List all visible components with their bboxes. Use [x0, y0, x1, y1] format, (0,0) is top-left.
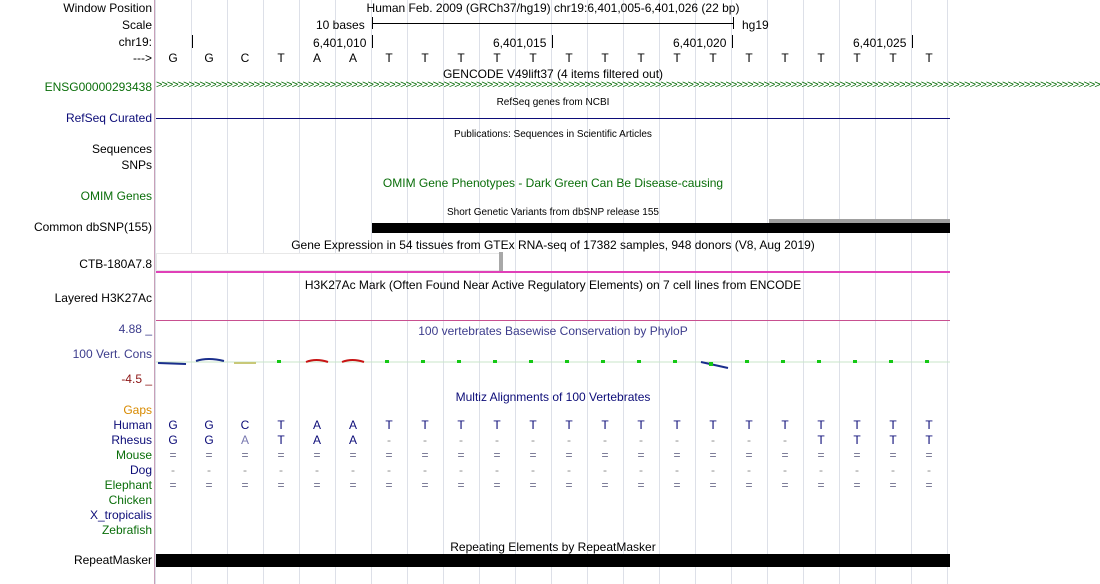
cons-max-label: 4.88 _ — [118, 322, 152, 336]
refseq-track-title: RefSeq genes from NCBI — [496, 97, 610, 108]
multiz-track-title: Multiz Alignments of 100 Vertebrates — [455, 390, 651, 404]
alignment-base: T — [565, 418, 573, 432]
alignment-base: = — [853, 448, 861, 462]
gencode-gene-feature[interactable]: >>>>>>>>>>>>>>>>>>>>>>>>>>>>>>>>>>>>>>>>>>>>>>>>>>>>>>>>>>>>>>>>>>>>>>>>>>>>>>>>>>>>>>>>>>>>>>>>>>>>>>>>>>>>>>>>>>>>>>>>>>>>>>>>>>>>>>>>>>>>>>>>>>>>>>>>>>>>>>>>>>>>>>>>>>>>>> — [156, 79, 1100, 91]
alignment-base: T — [421, 418, 429, 432]
alignment-base: = — [745, 448, 753, 462]
alignment-base: - — [351, 463, 355, 477]
alignment-base: - — [603, 463, 607, 477]
gtex-gene-label[interactable]: CTB-180A7.8 — [79, 257, 152, 271]
base-letter: T — [529, 51, 537, 65]
alignment-base: - — [495, 463, 499, 477]
base-letter: T — [673, 51, 681, 65]
alignment-base: G — [168, 418, 178, 432]
alignment-base: A — [312, 418, 321, 432]
alignment-base: - — [603, 433, 607, 447]
alignment-base: = — [385, 448, 393, 462]
base-letter: T — [853, 51, 861, 65]
scale-label: Scale — [121, 18, 152, 32]
window-position-label: Window Position — [63, 1, 152, 15]
alignment-base: = — [205, 448, 213, 462]
alignment-base: T — [385, 418, 393, 432]
alignment-base: = — [457, 478, 465, 492]
alignment-base: - — [891, 463, 895, 477]
alignment-base: = — [925, 478, 933, 492]
alignment-base: = — [889, 448, 897, 462]
alignment-base: = — [421, 478, 429, 492]
species-elephant-label[interactable]: Elephant — [104, 478, 152, 492]
alignment-base: - — [855, 463, 859, 477]
omim-track-title: OMIM Gene Phenotypes - Dark Green Can Be Disease-causing — [382, 176, 724, 190]
alignment-base: T — [277, 433, 285, 447]
alignment-base: - — [171, 463, 175, 477]
alignment-base: - — [747, 463, 751, 477]
alignment-base: = — [781, 448, 789, 462]
alignment-base: T — [601, 418, 609, 432]
alignment-base: - — [207, 463, 211, 477]
ruler-tick-label: 6,401,015 — [493, 36, 547, 50]
alignment-base: G — [168, 433, 178, 447]
ruler-tick-label: 6,401,010 — [313, 36, 367, 50]
alignment-base: - — [243, 463, 247, 477]
species-mouse-label[interactable]: Mouse — [115, 448, 152, 462]
alignment-base: T — [925, 418, 933, 432]
alignment-base: T — [277, 418, 285, 432]
alignment-base: = — [385, 478, 393, 492]
phylop-conservation-graph[interactable] — [156, 352, 950, 372]
base-letter: T — [709, 51, 717, 65]
dbsnp-track-label[interactable]: Common dbSNP(155) — [33, 220, 152, 234]
base-letter: T — [925, 51, 933, 65]
alignment-base: T — [709, 418, 717, 432]
alignment-base: = — [817, 478, 825, 492]
ruler-tick — [552, 35, 553, 48]
strand-label: ---> — [133, 51, 152, 65]
dbsnp-track-title: Short Genetic Variants from dbSNP release 155 — [447, 207, 659, 218]
alignment-base: A — [240, 433, 249, 447]
alignment-base: - — [675, 463, 679, 477]
alignment-base: A — [348, 433, 357, 447]
alignment-base: = — [529, 448, 537, 462]
alignment-base: T — [925, 433, 933, 447]
alignment-base: T — [781, 418, 789, 432]
ruler-tick — [372, 35, 373, 48]
base-letter: T — [457, 51, 465, 65]
alignment-base: = — [637, 478, 645, 492]
base-letter: T — [601, 51, 609, 65]
alignment-base: = — [241, 448, 249, 462]
alignment-base: = — [493, 478, 501, 492]
alignment-base: - — [639, 463, 643, 477]
alignment-base: - — [459, 463, 463, 477]
alignment-base: T — [853, 418, 861, 432]
alignment-base: - — [711, 463, 715, 477]
alignment-base: T — [529, 418, 537, 432]
alignment-base: - — [423, 463, 427, 477]
alignment-base: = — [241, 478, 249, 492]
alignment-base: - — [567, 433, 571, 447]
alignment-base: T — [493, 418, 501, 432]
base-letter: T — [817, 51, 825, 65]
alignment-base: - — [819, 463, 823, 477]
alignment-base: - — [783, 463, 787, 477]
ruler-tick — [912, 35, 913, 48]
gtex-gene-box[interactable] — [156, 253, 500, 271]
alignment-base: = — [493, 448, 501, 462]
alignment-base: T — [673, 418, 681, 432]
scale-bar — [372, 23, 734, 24]
cons-track-label[interactable]: 100 Vert. Cons — [72, 347, 152, 361]
chr-label: chr19: — [118, 35, 152, 49]
refseq-track-label[interactable]: RefSeq Curated — [65, 111, 152, 125]
repeatmasker-element-bar[interactable] — [156, 554, 950, 567]
refseq-gene-line[interactable] — [156, 118, 950, 119]
alignment-base: = — [673, 478, 681, 492]
alignment-base: T — [817, 418, 825, 432]
base-letter: T — [781, 51, 789, 65]
alignment-base: - — [639, 433, 643, 447]
alignment-base: = — [781, 478, 789, 492]
base-letter: T — [637, 51, 645, 65]
alignment-base: - — [711, 433, 715, 447]
alignment-base: = — [637, 448, 645, 462]
assembly-label: hg19 — [742, 18, 769, 32]
alignment-base: - — [315, 463, 319, 477]
base-letter: A — [348, 51, 357, 65]
alignment-base: - — [387, 463, 391, 477]
h3k27ac-track-label[interactable]: Layered H3K27Ac — [54, 291, 152, 305]
label-separator — [154, 0, 155, 584]
base-letter: T — [385, 51, 393, 65]
sequences-track-label[interactable]: Sequences — [91, 142, 152, 156]
alignment-base: - — [531, 433, 535, 447]
species-xtropicalis-label[interactable]: X_tropicalis — [89, 508, 152, 522]
alignment-base: = — [421, 448, 429, 462]
repeatmasker-track-label[interactable]: RepeatMasker — [73, 553, 152, 567]
alignment-base: A — [348, 418, 357, 432]
base-letter: T — [421, 51, 429, 65]
alignment-base: T — [745, 418, 753, 432]
base-letter: G — [204, 51, 214, 65]
species-rhesus-label[interactable]: Rhesus — [111, 433, 152, 447]
alignment-base: - — [387, 433, 391, 447]
ruler-tick — [732, 35, 733, 48]
gene-track-label[interactable]: ENSG00000293438 — [44, 80, 152, 94]
species-dog-label[interactable]: Dog — [129, 463, 152, 477]
alignment-base: - — [675, 433, 679, 447]
alignment-base: G — [204, 418, 214, 432]
alignment-base: - — [927, 463, 931, 477]
publications-track-title: Publications: Sequences in Scientific Articles — [454, 129, 652, 140]
alignment-base: = — [169, 478, 177, 492]
alignment-base: - — [531, 463, 535, 477]
snps-track-label[interactable]: SNPs — [121, 158, 152, 172]
alignment-base: = — [745, 478, 753, 492]
ruler-tick-label: 6,401,025 — [853, 36, 907, 50]
base-letter: A — [312, 51, 321, 65]
alignment-base: = — [853, 478, 861, 492]
alignment-base: = — [709, 448, 717, 462]
alignment-base: - — [495, 433, 499, 447]
alignment-base: - — [459, 433, 463, 447]
alignment-base: C — [240, 418, 250, 432]
dbsnp-variant-bar[interactable] — [372, 223, 950, 233]
scale-bases-text: 10 bases — [316, 18, 365, 32]
base-letter: T — [745, 51, 753, 65]
scale-bar-right-cap — [733, 17, 734, 29]
gaps-label: Gaps — [123, 403, 152, 417]
species-chicken-label[interactable]: Chicken — [108, 493, 152, 507]
alignment-base: = — [565, 478, 573, 492]
alignment-base: T — [889, 433, 897, 447]
h3k27ac-top-line — [156, 271, 950, 273]
repeatmasker-track-title: Repeating Elements by RepeatMasker — [450, 540, 656, 554]
alignment-base: = — [349, 478, 357, 492]
base-letter: G — [168, 51, 178, 65]
alignment-base: = — [889, 478, 897, 492]
ruler-tick — [192, 35, 193, 48]
alignment-base: - — [279, 463, 283, 477]
base-letter: C — [240, 51, 250, 65]
alignment-base: - — [567, 463, 571, 477]
alignment-base: T — [889, 418, 897, 432]
alignment-base: = — [673, 448, 681, 462]
cons-min-label: -4.5 _ — [121, 372, 152, 386]
base-letter: T — [565, 51, 573, 65]
base-letter: T — [493, 51, 501, 65]
dbsnp-variant-bar-secondary[interactable] — [769, 219, 950, 223]
species-human-label[interactable]: Human — [113, 418, 152, 432]
alignment-base: = — [313, 448, 321, 462]
alignment-base: = — [205, 478, 213, 492]
base-letter: T — [889, 51, 897, 65]
alignment-base: = — [277, 448, 285, 462]
alignment-base: - — [783, 433, 787, 447]
ruler-tick-label: 6,401,020 — [673, 36, 727, 50]
alignment-base: = — [709, 478, 717, 492]
base-letter: T — [277, 51, 285, 65]
alignment-base: = — [349, 448, 357, 462]
phylop-track-title: 100 vertebrates Basewise Conservation by PhyloP — [418, 324, 688, 338]
alignment-base: A — [312, 433, 321, 447]
alignment-base: = — [565, 448, 573, 462]
position-title: Human Feb. 2009 (GRCh37/hg19) chr19:6,401,005-6,401,026 (22 bp) — [366, 1, 740, 15]
gtex-track-title: Gene Expression in 54 tissues from GTEx RNA-seq of 17382 samples, 948 donors (V8, Aug 2019) — [291, 238, 815, 252]
gencode-track-title: GENCODE V49lift37 (4 items filtered out) — [442, 67, 664, 81]
alignment-base: = — [277, 478, 285, 492]
h3k27ac-baseline — [156, 320, 950, 321]
alignment-base: = — [817, 448, 825, 462]
alignment-base: - — [423, 433, 427, 447]
alignment-base: = — [601, 448, 609, 462]
alignment-base: = — [925, 448, 933, 462]
alignment-base: T — [853, 433, 861, 447]
alignment-base: T — [637, 418, 645, 432]
gtex-gene-marker[interactable] — [499, 252, 503, 271]
alignment-base: = — [457, 448, 465, 462]
alignment-base: T — [457, 418, 465, 432]
alignment-base: - — [747, 433, 751, 447]
alignment-base: G — [204, 433, 214, 447]
h3k27ac-track-title: H3K27Ac Mark (Often Found Near Active Regulatory Elements) on 7 cell lines from ENCODE — [304, 278, 802, 292]
alignment-base: = — [601, 478, 609, 492]
alignment-base: = — [529, 478, 537, 492]
omim-track-label[interactable]: OMIM Genes — [80, 189, 152, 203]
alignment-base: = — [169, 448, 177, 462]
alignment-base: = — [313, 478, 321, 492]
species-zebrafish-label[interactable]: Zebrafish — [101, 523, 152, 537]
alignment-base: T — [817, 433, 825, 447]
